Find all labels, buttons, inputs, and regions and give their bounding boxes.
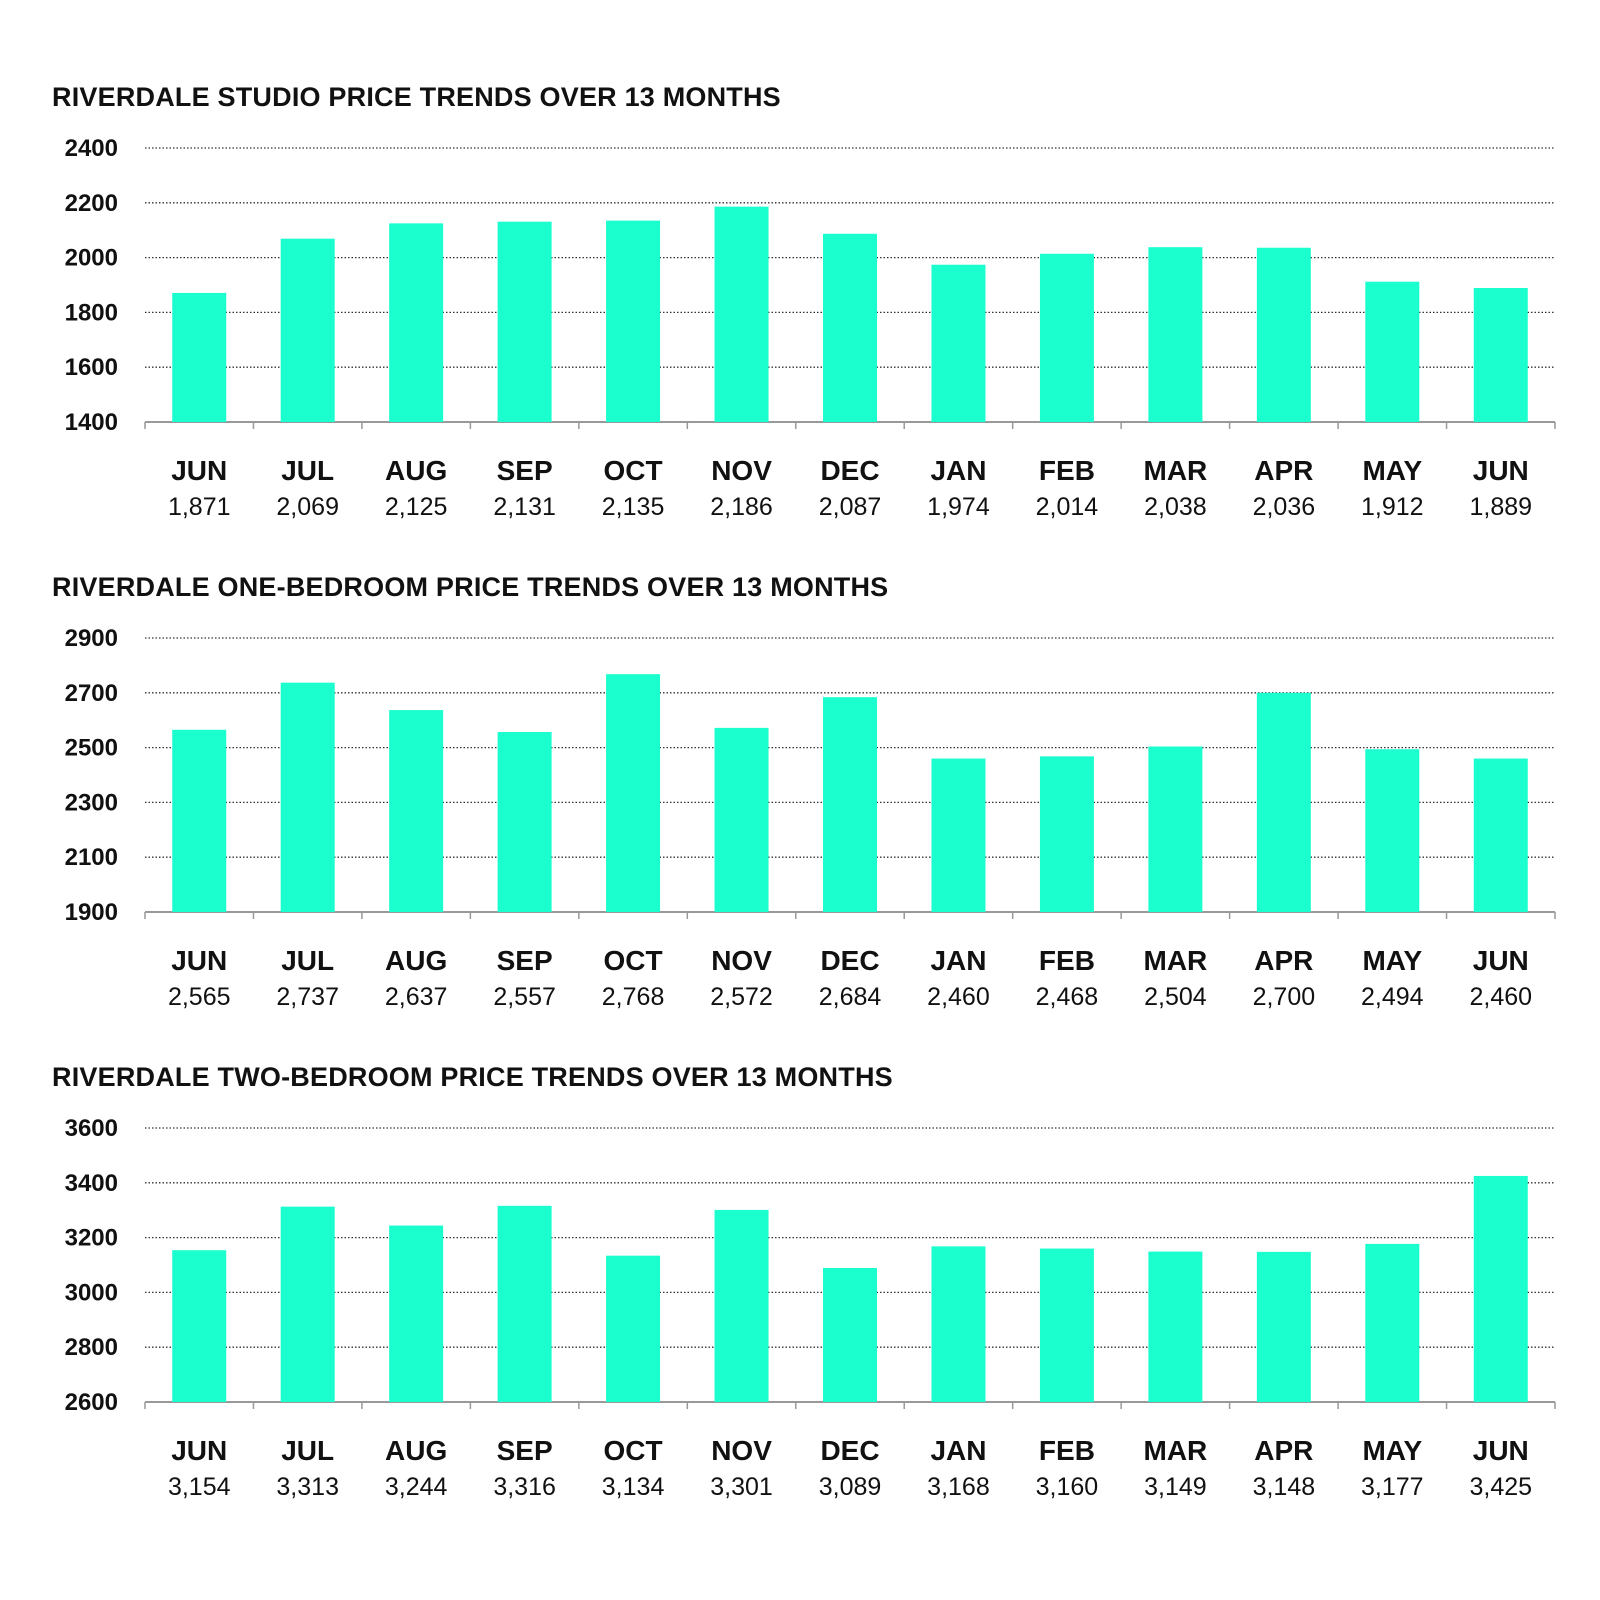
two-bedroom-value-label: 3,149 [1144,1473,1207,1501]
two-bedroom-bar [1040,1249,1094,1402]
one-bedroom-bar [281,683,335,912]
studio-value-label: 1,974 [927,493,990,521]
studio-category-label: FEB [1038,455,1095,486]
studio-category-label: JUN [1472,455,1529,486]
one-bedroom-value-label: 2,460 [1469,983,1533,1011]
two-bedroom-bar [1365,1244,1419,1402]
studio-category-label: JUN [171,455,228,486]
one-bedroom-value-label: 2,768 [601,983,665,1011]
studio-category-label: MAR [1143,455,1208,486]
two-bedroom-bar [498,1206,552,1402]
two-bedroom-category-label: MAR [1143,1435,1208,1466]
two-bedroom-category-label: JUL [281,1435,335,1466]
one-bedroom-category-label: SEP [496,945,553,976]
studio-bar [281,239,335,422]
one-bedroom-y-tick-label: 1900 [64,899,118,926]
two-bedroom-value-label: 3,316 [493,1473,556,1501]
studio-category-label: OCT [603,455,663,486]
studio-value-label: 2,069 [276,493,339,521]
studio-bar [1257,248,1311,422]
one-bedroom-category-label: DEC [820,945,880,976]
one-bedroom-category-label: APR [1254,945,1314,976]
two-bedroom-y-tick-label: 3600 [64,1115,118,1142]
studio-chart-plot [0,122,1600,562]
one-bedroom-bar [931,759,985,912]
two-bedroom-chart-title: RIVERDALE TWO-BEDROOM PRICE TRENDS OVER 13 MONTHS [52,1062,893,1092]
two-bedroom-value-label: 3,244 [384,1473,448,1501]
one-bedroom-category-label: FEB [1038,945,1095,976]
studio-value-label: 2,014 [1035,493,1099,521]
studio-value-label: 2,131 [493,493,556,521]
studio-value-label: 2,087 [818,493,882,521]
studio-category-label: DEC [820,455,880,486]
two-bedroom-value-label: 3,168 [927,1473,990,1501]
two-bedroom-category-label: SEP [496,1435,553,1466]
two-bedroom-y-tick-label: 3000 [64,1279,118,1307]
two-bedroom-category-label: FEB [1038,1435,1095,1466]
one-bedroom-bar [498,732,552,912]
studio-bar [606,221,660,422]
one-bedroom-category-label: JAN [930,945,987,976]
one-bedroom-value-label: 2,565 [167,983,231,1011]
two-bedroom-y-tick-label: 2600 [64,1389,118,1416]
one-bedroom-value-label: 2,700 [1252,983,1316,1011]
one-bedroom-category-label: MAR [1143,945,1208,976]
two-bedroom-y-tick-label: 2800 [64,1334,118,1362]
two-bedroom-y-tick-label: 3400 [64,1169,118,1197]
one-bedroom-category-label: JUL [281,945,335,976]
studio-y-tick-label: 1600 [64,354,118,382]
one-bedroom-value-label: 2,460 [927,983,990,1011]
studio-category-label: SEP [496,455,553,486]
studio-y-tick-label: 2000 [64,244,118,272]
studio-y-tick-label: 1400 [64,409,118,436]
two-bedroom-chart-plot [0,1102,1600,1542]
one-bedroom-bar [1474,759,1528,912]
one-bedroom-bar [823,697,877,912]
one-bedroom-y-tick-label: 2500 [64,734,118,762]
studio-value-label: 1,889 [1469,493,1533,521]
studio-y-tick-label: 2400 [64,135,118,162]
two-bedroom-bar [389,1226,443,1402]
two-bedroom-category-label: DEC [820,1435,880,1466]
studio-bar [823,234,877,422]
two-bedroom-category-label: JUN [1472,1435,1529,1466]
studio-bar [1148,247,1202,422]
two-bedroom-bar [281,1207,335,1402]
studio-bar [498,222,552,422]
one-bedroom-category-label: AUG [385,945,448,976]
studio-value-label: 2,125 [384,493,448,521]
two-bedroom-value-label: 3,154 [167,1473,231,1501]
one-bedroom-category-label: NOV [711,945,772,976]
two-bedroom-value-label: 3,313 [276,1473,339,1501]
two-bedroom-value-label: 3,160 [1035,1473,1099,1501]
two-bedroom-category-label: OCT [603,1435,663,1466]
studio-value-label: 1,871 [167,493,231,521]
two-bedroom-category-label: AUG [385,1435,448,1466]
one-bedroom-bar [1148,747,1202,912]
two-bedroom-value-label: 3,177 [1361,1473,1424,1501]
two-bedroom-value-label: 3,134 [601,1473,665,1501]
two-bedroom-category-label: APR [1254,1435,1314,1466]
one-bedroom-bar [1040,756,1094,912]
one-bedroom-value-label: 2,737 [276,983,339,1011]
one-bedroom-bar [1257,693,1311,912]
studio-category-label: JUL [281,455,335,486]
two-bedroom-category-label: MAY [1362,1435,1423,1466]
one-bedroom-category-label: MAY [1362,945,1423,976]
two-bedroom-bar [1474,1176,1528,1402]
studio-value-label: 2,186 [710,493,773,521]
one-bedroom-y-tick-label: 2700 [64,679,118,707]
one-bedroom-value-label: 2,494 [1361,983,1424,1011]
two-bedroom-value-label: 3,148 [1252,1473,1316,1501]
two-bedroom-bar [823,1268,877,1402]
studio-bar [931,265,985,422]
studio-value-label: 2,038 [1144,493,1207,521]
one-bedroom-bar [715,728,769,912]
one-bedroom-value-label: 2,637 [384,983,448,1011]
studio-value-label: 2,135 [601,493,665,521]
two-bedroom-y-tick-label: 3200 [64,1224,118,1252]
two-bedroom-bar [1257,1252,1311,1402]
studio-value-label: 1,912 [1361,493,1424,521]
two-bedroom-bar [172,1250,226,1402]
one-bedroom-bar [389,710,443,912]
studio-bar [389,223,443,422]
one-bedroom-category-label: JUN [1472,945,1529,976]
studio-bar [1365,282,1419,422]
one-bedroom-chart-title: RIVERDALE ONE-BEDROOM PRICE TRENDS OVER 13 MONTHS [52,572,889,602]
studio-category-label: AUG [385,455,448,486]
studio-bar [1040,254,1094,422]
studio-category-label: JAN [930,455,987,486]
two-bedroom-bar [931,1246,985,1402]
two-bedroom-value-label: 3,301 [710,1473,773,1501]
studio-bar [1474,288,1528,422]
studio-category-label: MAY [1362,455,1423,486]
one-bedroom-y-tick-label: 2300 [64,789,118,817]
two-bedroom-bar [1148,1252,1202,1402]
one-bedroom-value-label: 2,468 [1035,983,1099,1011]
one-bedroom-chart-plot [0,612,1600,1052]
studio-category-label: NOV [711,455,772,486]
one-bedroom-y-tick-label: 2900 [64,625,118,652]
one-bedroom-category-label: JUN [171,945,228,976]
two-bedroom-value-label: 3,425 [1469,1473,1533,1501]
studio-value-label: 2,036 [1252,493,1316,521]
one-bedroom-bar [606,674,660,912]
studio-bar [172,293,226,422]
studio-category-label: APR [1254,455,1314,486]
two-bedroom-category-label: NOV [711,1435,772,1466]
two-bedroom-bar [715,1210,769,1402]
two-bedroom-category-label: JUN [171,1435,228,1466]
two-bedroom-value-label: 3,089 [818,1473,882,1501]
one-bedroom-bar [1365,749,1419,912]
one-bedroom-value-label: 2,684 [818,983,882,1011]
two-bedroom-bar [606,1256,660,1402]
one-bedroom-bar [172,730,226,912]
one-bedroom-value-label: 2,557 [493,983,556,1011]
studio-y-tick-label: 1800 [64,299,118,327]
studio-chart-title: RIVERDALE STUDIO PRICE TRENDS OVER 13 MONTHS [52,82,781,112]
one-bedroom-value-label: 2,504 [1144,983,1207,1011]
one-bedroom-value-label: 2,572 [710,983,773,1011]
studio-y-tick-label: 2200 [64,189,118,217]
studio-bar [715,207,769,422]
two-bedroom-category-label: JAN [930,1435,987,1466]
one-bedroom-y-tick-label: 2100 [64,844,118,872]
one-bedroom-category-label: OCT [603,945,663,976]
